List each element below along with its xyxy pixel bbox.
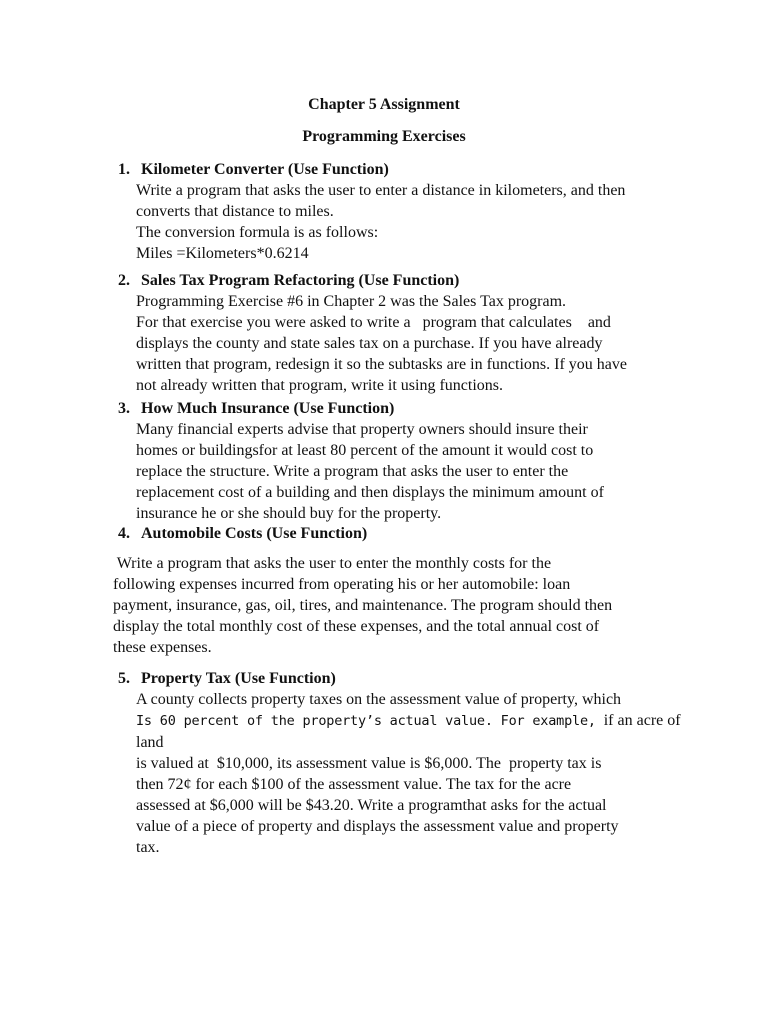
body-line: Write a program that asks the user to enter the monthly costs for the [113, 555, 552, 572]
body-line: written that program, redesign it so the subtasks are in functions. If you have [136, 356, 627, 373]
body-line: payment, insurance, gas, oil, tires, and maintenance. The program should then [113, 597, 613, 614]
exercise-body [118, 419, 688, 524]
body-line: A county collects property taxes on the assessment value of property, which [136, 691, 622, 708]
body-line: The conversion formula is as follows: [136, 224, 379, 241]
body-line: replacement cost of a building and then displays the minimum amount of [136, 484, 604, 501]
body-line: Write a program that asks the user to enter a distance in kilometers, and then [136, 182, 626, 199]
body-line: is valued at $10,000, its assessment value is $6,000. The property tax is [136, 755, 602, 772]
body-line: displays the county and state sales tax on a purchase. If you have already [136, 335, 603, 352]
exercise-heading [118, 523, 688, 544]
body-line: Programming Exercise #6 in Chapter 2 was the Sales Tax program. [136, 293, 567, 310]
exercise-heading [118, 159, 688, 180]
body-line: converts that distance to miles. [136, 203, 334, 220]
exercise-body [118, 291, 688, 396]
body-line: replace the structure. Write a program that asks the user to enter the [136, 463, 569, 480]
exercise-number: 3. [118, 400, 130, 417]
body-line: assessed at $6,000 will be $43.20. Write a programthat asks for the actual [136, 797, 607, 814]
body-line: value of a piece of property and displays the assessment value and property [136, 818, 619, 835]
body-line: insurance he or she should buy for the property. [136, 505, 442, 522]
exercise-4 [118, 523, 688, 544]
exercise-4-body [113, 553, 673, 658]
exercise-title: Property Tax (Use Function) [141, 670, 336, 687]
exercise-title: Automobile Costs (Use Function) [141, 525, 368, 542]
exercise-1 [118, 159, 688, 264]
body-fragment-mono: Is 60 percent of the property’s actual value. For example, [136, 713, 604, 729]
body-line: display the total monthly cost of these expenses, and the total annual cost of [113, 618, 600, 635]
exercise-2 [118, 270, 688, 396]
exercise-heading [118, 668, 688, 689]
body-line: tax. [136, 839, 160, 856]
body-line: homes or buildingsfor at least 80 percent of the amount it would cost to [136, 442, 594, 459]
section-title: Programming Exercises [302, 128, 466, 145]
body-line [136, 710, 688, 753]
exercise-number: 5. [118, 670, 130, 687]
exercise-title: Sales Tax Program Refactoring (Use Function) [141, 272, 460, 289]
body-line: Miles =Kilometers*0.6214 [136, 245, 309, 262]
body-fragment: if an acre of land [136, 712, 681, 751]
body-line: these expenses. [113, 639, 212, 656]
body-line: For that exercise you were asked to write a program that calculates and [136, 314, 611, 331]
exercise-number: 1. [118, 161, 130, 178]
body-line: Many financial experts advise that property owners should insure their [136, 421, 588, 438]
exercise-3 [118, 398, 688, 524]
exercise-number: 4. [118, 525, 130, 542]
exercise-heading [118, 398, 688, 419]
body-line: then 72¢ for each $100 of the assessment value. The tax for the acre [136, 776, 572, 793]
body-line: not already written that program, write it using functions. [136, 377, 504, 394]
exercise-title: Kilometer Converter (Use Function) [141, 161, 389, 178]
exercise-title: How Much Insurance (Use Function) [141, 400, 395, 417]
chapter-title: Chapter 5 Assignment [308, 96, 460, 113]
exercise-heading [118, 270, 688, 291]
exercise-body [118, 180, 688, 264]
exercise-5 [118, 668, 688, 858]
exercise-body [118, 689, 688, 858]
body-line: following expenses incurred from operating his or her automobile: loan [113, 576, 571, 593]
exercise-number: 2. [118, 272, 130, 289]
